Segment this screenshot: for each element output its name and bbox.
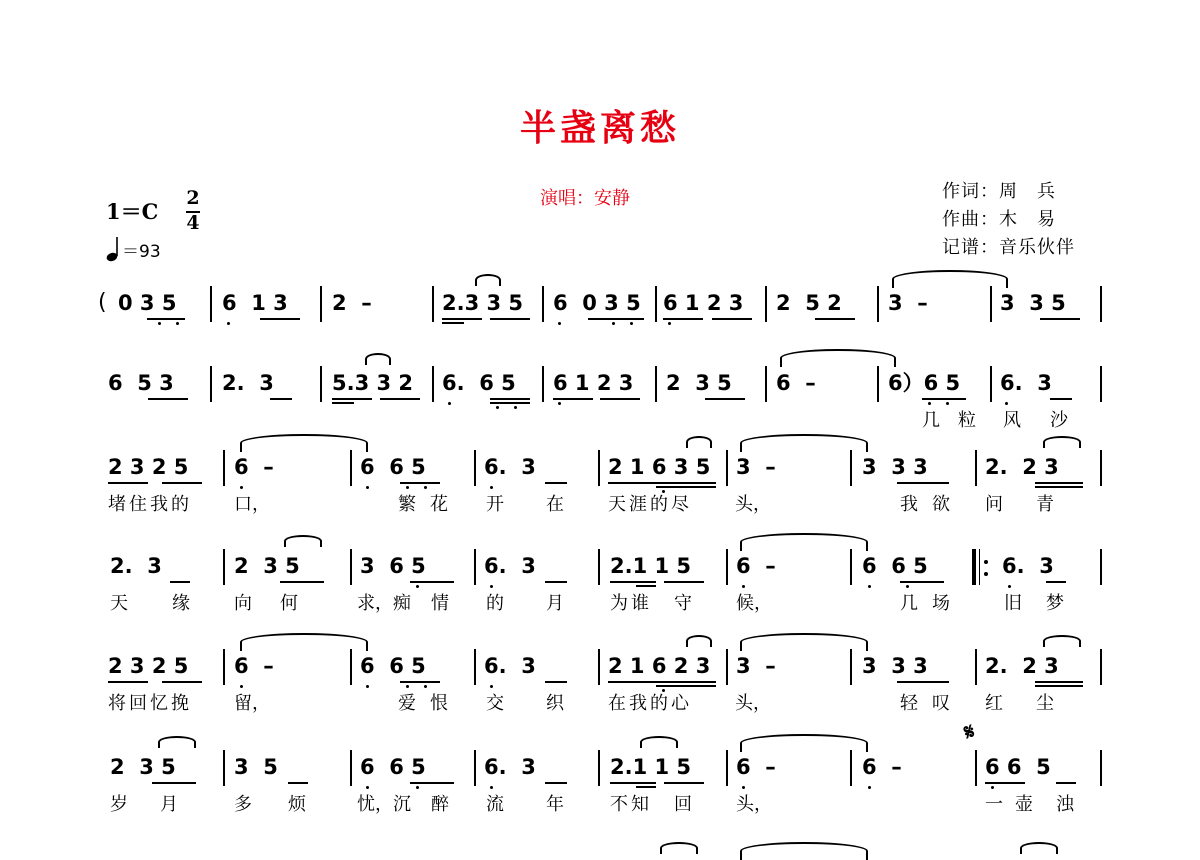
lyric-char: 醉: [431, 794, 449, 815]
barline: [850, 750, 852, 786]
slur: [640, 736, 678, 748]
barline: [598, 750, 600, 786]
lyric-char: 场: [932, 593, 950, 614]
lyric-char: 堵住我的: [108, 494, 192, 515]
measure: 2. 2 3: [985, 455, 1059, 479]
beam: [656, 486, 716, 488]
barline: [223, 750, 225, 786]
lyric-char: 欲: [932, 494, 950, 515]
lyric-char: 缘: [172, 593, 190, 614]
beam: [1035, 486, 1083, 488]
beam: [148, 398, 188, 400]
lyric-char: 开: [486, 494, 504, 515]
measure: 6 6 5: [360, 455, 426, 479]
slur: [158, 736, 196, 748]
measure: 6. 3: [484, 455, 536, 479]
slur: [475, 274, 501, 286]
lyric-char: 织: [546, 693, 564, 714]
slur: [1043, 436, 1081, 448]
repeat-dot: [984, 560, 988, 564]
lyric-char: 天: [110, 593, 128, 614]
barline: [975, 750, 977, 786]
lower-octave-dot: [176, 322, 179, 325]
measure: 2 3 2 5: [108, 455, 189, 479]
beam: [170, 581, 190, 583]
beam: [705, 398, 745, 400]
barline: [765, 286, 767, 322]
lyric-char: 向: [234, 593, 252, 614]
barline: [726, 750, 728, 786]
lyric-char: 繁: [398, 494, 416, 515]
barline: [1100, 366, 1102, 402]
beam: [410, 581, 454, 583]
tempo-value: ＝93: [122, 241, 161, 262]
lyric-char: 将回忆挽: [108, 693, 192, 714]
beam: [608, 482, 716, 484]
lyric-char: 候，: [736, 593, 772, 614]
measure: 2 3 5: [110, 755, 176, 779]
lyric-char: 轻: [900, 693, 918, 714]
barline: [210, 366, 212, 402]
lower-octave-dot: [448, 402, 451, 405]
measure: 2 5 2: [776, 291, 842, 315]
lyric-char: 浊: [1056, 794, 1074, 815]
lyric-char: 的: [486, 593, 504, 614]
lyric-char: 青: [1036, 494, 1054, 515]
beam: [288, 782, 308, 784]
lower-octave-dot: [416, 786, 419, 789]
lower-octave-dot: [490, 585, 493, 588]
beam: [636, 786, 656, 788]
lower-octave-dot: [158, 322, 161, 325]
lower-octave-dot: [366, 486, 369, 489]
lower-octave-dot: [662, 490, 665, 493]
measure: 3 3 3: [862, 654, 928, 678]
composer-credit: 作曲：木 易: [942, 209, 1056, 230]
measure: 3 –: [888, 291, 928, 315]
lower-octave-dot: [240, 685, 243, 688]
lower-octave-dot: [490, 786, 493, 789]
beam: [664, 782, 704, 784]
measure: 3 –: [736, 455, 776, 479]
measure: 2 3 5: [666, 371, 732, 395]
beam: [260, 318, 300, 320]
slur: [1020, 842, 1058, 854]
measure: 2. 2 3: [985, 654, 1059, 678]
measure: 3 –: [736, 654, 776, 678]
measure: 6）6 5: [888, 371, 961, 395]
beam: [270, 398, 292, 400]
lyric-char: 天涯的尽: [608, 494, 692, 515]
measure: 2.1 1 5: [610, 554, 692, 578]
beam: [656, 685, 716, 687]
barline: [320, 286, 322, 322]
lyric-char: 岁: [110, 794, 128, 815]
beam: [897, 681, 949, 683]
lyric-char: 交: [486, 693, 504, 714]
measure: 6 –: [862, 755, 902, 779]
lyric-char: 回: [674, 794, 692, 815]
beam: [985, 782, 1025, 784]
beam: [897, 482, 949, 484]
barline: [598, 450, 600, 486]
beam: [545, 482, 567, 484]
barline: [726, 450, 728, 486]
lyric-char: 忧，沉: [357, 794, 411, 815]
beam: [545, 681, 567, 683]
beam: [1040, 318, 1080, 320]
lyric-char: 不知: [610, 794, 652, 815]
barline: [877, 286, 879, 322]
measure: 5.3 3 2: [332, 371, 414, 395]
lower-octave-dot: [366, 685, 369, 688]
lower-octave-dot: [742, 786, 745, 789]
lyric-char: 恨: [430, 693, 448, 714]
measure: 6 6 5: [360, 654, 426, 678]
lower-octave-dot: [868, 585, 871, 588]
slur: [1043, 635, 1081, 647]
beam: [490, 318, 530, 320]
barline: [542, 366, 544, 402]
barline: [726, 549, 728, 585]
beam: [600, 398, 640, 400]
beam: [610, 581, 656, 583]
barline: [975, 649, 977, 685]
barline: [474, 450, 476, 486]
barline: [474, 649, 476, 685]
beam: [490, 402, 530, 404]
lyric-char: 烦: [288, 794, 306, 815]
slur: [284, 535, 322, 547]
lower-octave-dot: [490, 685, 493, 688]
beam: [162, 482, 202, 484]
lyric-char: 一: [985, 794, 1003, 815]
lyric-char: 梦: [1046, 593, 1064, 614]
tie: [892, 270, 1008, 288]
measure: 6 6 5: [862, 554, 928, 578]
lower-octave-dot: [406, 486, 409, 489]
measure: 6 1 2 3: [663, 291, 744, 315]
transcriber-credit: 记谱：音乐伙伴: [942, 237, 1075, 258]
lower-octave-dot: [630, 322, 633, 325]
barline: [850, 649, 852, 685]
tie: [780, 349, 896, 367]
lyric-char: 旧: [1004, 593, 1022, 614]
tie: [740, 633, 868, 651]
lyric-char: 守: [674, 593, 692, 614]
time-signature-bottom: 4: [186, 212, 200, 234]
lyric-char: 多: [234, 794, 252, 815]
measure: 6 5 3: [108, 371, 174, 395]
beam: [490, 398, 530, 400]
beam: [442, 318, 482, 320]
measure: 6 6 5: [985, 755, 1051, 779]
lower-octave-dot: [558, 402, 561, 405]
barline: [1100, 750, 1102, 786]
tie: [740, 842, 868, 860]
barline: [223, 549, 225, 585]
lower-octave-dot: [928, 402, 931, 405]
lyric-char: 在: [546, 494, 564, 515]
lower-octave-dot: [496, 406, 499, 409]
barline: [975, 450, 977, 486]
singer-credit: 演唱：安静: [540, 188, 630, 209]
lower-octave-dot: [662, 689, 665, 692]
lyric-char: 头，: [735, 494, 771, 515]
measure: 3 3 3: [862, 455, 928, 479]
barline: [990, 286, 992, 322]
beam: [332, 402, 354, 404]
lyric-char: 壶: [1015, 794, 1033, 815]
measure: 6 –: [776, 371, 816, 395]
lyric-char: 头，: [735, 693, 771, 714]
lower-octave-dot: [742, 585, 745, 588]
lyric-char: 爱: [398, 693, 416, 714]
beam: [108, 482, 148, 484]
barline: [350, 450, 352, 486]
lyric-char: 月: [160, 794, 178, 815]
barline: [598, 649, 600, 685]
lyric-char: 沙: [1050, 410, 1068, 431]
quarter-note-icon: [106, 236, 120, 262]
beam: [280, 581, 324, 583]
lyric-char: 为谁: [610, 593, 652, 614]
lower-octave-dot: [424, 685, 427, 688]
barline: [1100, 286, 1102, 322]
barline: [850, 450, 852, 486]
barline: [850, 549, 852, 585]
measure: 6. 6 5: [442, 371, 516, 395]
lower-octave-dot: [906, 585, 909, 588]
barline: [474, 549, 476, 585]
song-title: 半盏离愁: [519, 107, 680, 149]
lower-octave-dot: [240, 486, 243, 489]
barline: [432, 286, 434, 322]
time-signature-top: 2: [186, 187, 200, 209]
lyric-char: 何: [280, 593, 298, 614]
slur: [686, 436, 712, 448]
lyric-char: 红: [985, 693, 1003, 714]
beam: [442, 322, 464, 324]
lyric-char: 风: [1003, 410, 1021, 431]
segno-icon: 𝄋: [961, 719, 979, 746]
measure: 3 3 5: [1000, 291, 1066, 315]
lower-octave-dot: [1005, 402, 1008, 405]
lower-octave-dot: [366, 786, 369, 789]
lyric-char: 几: [900, 593, 918, 614]
beam: [610, 782, 656, 784]
measure: 6 –: [736, 554, 776, 578]
barline: [350, 549, 352, 585]
measure: 6. 3: [1002, 554, 1054, 578]
barline: [350, 750, 352, 786]
tie: [740, 533, 868, 551]
barline: [474, 750, 476, 786]
barline: [990, 366, 992, 402]
beam: [108, 681, 148, 683]
beam: [400, 482, 440, 484]
beam: [553, 398, 593, 400]
lower-octave-dot: [946, 402, 949, 405]
measure: 6 6 5: [360, 755, 426, 779]
beam: [1035, 482, 1083, 484]
measure: 6 1 2 3: [553, 371, 634, 395]
barline: [320, 366, 322, 402]
beam: [1050, 398, 1072, 400]
lower-octave-dot: [406, 685, 409, 688]
measure: 0 3 5: [118, 291, 177, 315]
beam: [162, 681, 202, 683]
lyric-char: 求，痴: [357, 593, 411, 614]
lyric-char: 问: [985, 494, 1003, 515]
beam: [1035, 685, 1083, 687]
lower-octave-dot: [668, 322, 671, 325]
slur: [365, 353, 391, 365]
measure: 6 1 3: [222, 291, 288, 315]
barline: [598, 549, 600, 585]
lower-octave-dot: [424, 486, 427, 489]
beam: [1056, 782, 1076, 784]
beam: [663, 318, 703, 320]
measure: 3 5: [234, 755, 278, 779]
measure: 6. 3: [484, 755, 536, 779]
measure: 6 0 3 5: [553, 291, 641, 315]
lyric-char: 情: [431, 593, 449, 614]
beam: [380, 398, 420, 400]
barline: [655, 366, 657, 402]
barline: [223, 649, 225, 685]
barline: [877, 366, 879, 402]
lyric-char: 花: [430, 494, 448, 515]
measure: 3 6 5: [360, 554, 426, 578]
barline: [210, 286, 212, 322]
measure: 6. 3: [484, 654, 536, 678]
lyric-char: 几: [922, 410, 940, 431]
tie: [740, 434, 868, 452]
beam: [545, 782, 567, 784]
lyric-char: 留，: [234, 693, 270, 714]
measure: 2 1 6 3 5: [608, 455, 711, 479]
lyric-char: 我: [900, 494, 918, 515]
beam: [545, 581, 567, 583]
lower-octave-dot: [612, 322, 615, 325]
measure: 2. 3: [110, 554, 162, 578]
measure: 2. 3: [222, 371, 274, 395]
lower-octave-dot: [416, 585, 419, 588]
measure: 2.1 1 5: [610, 755, 692, 779]
lower-octave-dot: [868, 786, 871, 789]
repeat-start-barline: [972, 549, 976, 585]
beam: [1035, 681, 1083, 683]
beam: [815, 318, 855, 320]
measure: 6. 3: [484, 554, 536, 578]
open-parenthesis: (: [98, 290, 107, 315]
lower-octave-dot: [227, 322, 230, 325]
lyric-char: 头，: [736, 794, 772, 815]
lyric-char: 口，: [234, 494, 270, 515]
barline: [726, 649, 728, 685]
beam: [712, 318, 752, 320]
lyric-char: 叹: [932, 693, 950, 714]
beam: [410, 782, 454, 784]
tempo-marking: [106, 236, 161, 262]
barline: [542, 286, 544, 322]
lyric-char: 年: [546, 794, 564, 815]
lyric-char: 尘: [1036, 693, 1054, 714]
slur: [686, 635, 712, 647]
repeat-dot: [984, 572, 988, 576]
tie: [240, 633, 368, 651]
lower-octave-dot: [991, 786, 994, 789]
lower-octave-dot: [514, 406, 517, 409]
tie: [740, 734, 868, 752]
key-signature: 1＝C: [106, 199, 159, 224]
measure: 2.3 3 5: [442, 291, 524, 315]
beam: [608, 681, 716, 683]
barline: [655, 286, 657, 322]
beam: [588, 318, 644, 320]
lyric-char: 在我的心: [608, 693, 692, 714]
lyric-char: 粒: [958, 410, 976, 431]
beam: [636, 585, 656, 587]
barline: [765, 366, 767, 402]
barline: [223, 450, 225, 486]
barline: [1100, 549, 1102, 585]
lower-octave-dot: [1008, 585, 1011, 588]
lower-octave-dot: [558, 322, 561, 325]
barline: [350, 649, 352, 685]
measure: 2 3 2 5: [108, 654, 189, 678]
beam: [922, 398, 966, 400]
lyricist-credit: 作词：周 兵: [942, 181, 1056, 202]
beam: [400, 681, 440, 683]
measure: 6 –: [234, 455, 274, 479]
beam: [152, 782, 196, 784]
slur: [660, 842, 698, 854]
measure: 6 –: [736, 755, 776, 779]
beam: [147, 318, 185, 320]
beam: [664, 581, 704, 583]
measure: 6 –: [234, 654, 274, 678]
measure: 2 3 5: [234, 554, 300, 578]
beam: [332, 398, 372, 400]
measure: 6. 3: [1000, 371, 1052, 395]
barline: [1100, 450, 1102, 486]
barline: [1100, 649, 1102, 685]
tie: [240, 434, 368, 452]
barline: [432, 366, 434, 402]
repeat-start-thin-barline: [979, 549, 980, 585]
lyric-char: 月: [546, 593, 564, 614]
lower-octave-dot: [490, 486, 493, 489]
lyric-char: 流: [486, 794, 504, 815]
beam: [900, 581, 944, 583]
beam: [1046, 581, 1066, 583]
measure: 2 –: [332, 291, 372, 315]
measure: 2 1 6 2 3: [608, 654, 711, 678]
